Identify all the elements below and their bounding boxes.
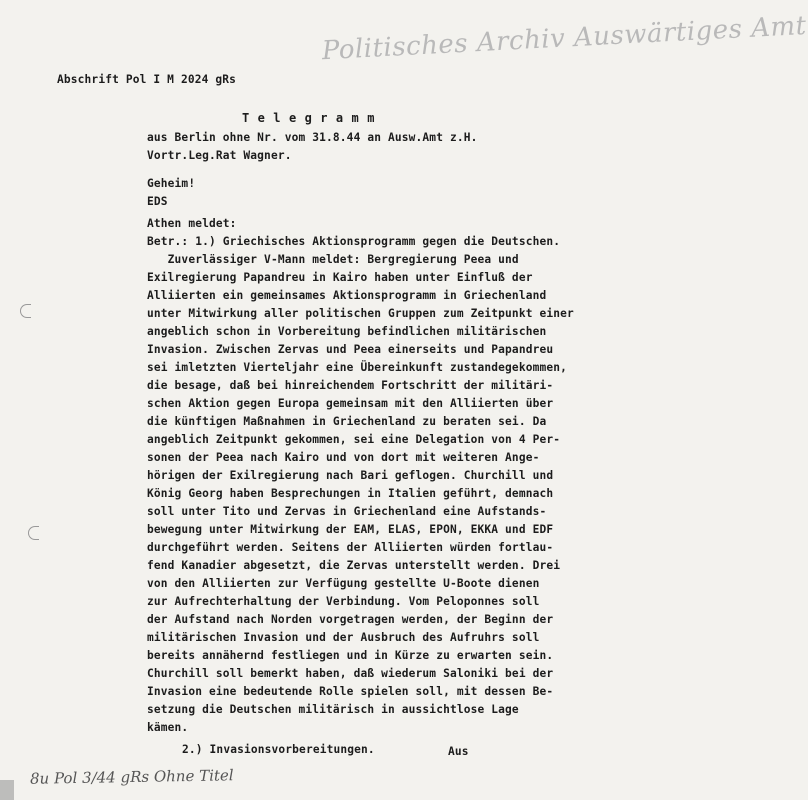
body-line: Invasion eine bedeutende Rolle spielen soll, mit dessen Be- [147, 685, 554, 698]
body-line: kämen. [147, 721, 189, 734]
handwritten-note: 8u Pol 3/44 gRs Ohne Titel [29, 766, 234, 788]
body-line: durchgeführt werden. Seitens der Alliierten würden fortlau- [147, 541, 554, 554]
body-line: bewegung unter Mitwirkung der EAM, ELAS, EPON, EKKA und EDF [147, 523, 554, 536]
body-line: Invasion. Zwischen Zervas und Peea einerseits und Papandreu [147, 343, 554, 356]
punch-hole-mark [20, 304, 31, 318]
body-line: angeblich Zeitpunkt gekommen, sei eine Delegation von 4 Per- [147, 433, 561, 446]
body-line: fend Kanadier abgesetzt, die Zervas unterstellt werden. Drei [147, 559, 561, 572]
body-line: sonen der Peea nach Kairo und von dort mit weiteren Ange- [147, 451, 540, 464]
body-line: Exilregierung Papandreu in Kairo haben unter Einfluß der [147, 271, 533, 284]
body-line: zur Aufrechterhaltung der Verbindung. Vom Peloponnes soll [147, 595, 540, 608]
classification-label: Geheim! [147, 177, 196, 190]
body-line: Churchill soll bemerkt haben, daß wiederum Saloniki bei der [147, 667, 554, 680]
body-line: König Georg haben Besprechungen in Italien geführt, demnach [147, 487, 554, 500]
body-line: soll unter Tito und Zervas in Griechenland eine Aufstands- [147, 505, 547, 518]
body-line: setzung die Deutschen militärisch in aussichtlose Lage [147, 703, 519, 716]
body-line: Alliierten ein gemeinsames Aktionsprogramm in Griechenland [147, 289, 547, 302]
body-line: unter Mitwirkung aller politischen Gruppen zum Zeitpunkt einer [147, 307, 574, 320]
body-line: der Aufstand nach Norden vorgetragen werden, der Beginn der [147, 613, 554, 626]
document-title: T e l e g r a m m [242, 111, 376, 125]
body-line: sei imletzten Vierteljahr eine Übereinkunft zustandegekommen, [147, 361, 568, 374]
intro-line: Athen meldet: [147, 217, 237, 230]
item-2-heading: 2.) Invasionsvorbereitungen. [182, 743, 375, 756]
subtitle-line-2: Vortr.Leg.Rat Wagner. [147, 149, 292, 162]
body-line: die besage, daß bei hinreichendem Fortschritt der militäri- [147, 379, 554, 392]
body-line: bereits annähernd festliegen und in Kürze zu erwarten sein. [147, 649, 554, 662]
body-line: die künftigen Maßnahmen in Griechenland zu beraten sei. Da [147, 415, 547, 428]
header-reference: Abschrift Pol I M 2024 gRs [57, 73, 237, 86]
scan-edge-mark [0, 780, 14, 800]
code-label: EDS [147, 195, 168, 208]
body-line: Zuverlässiger V-Mann meldet: Bergregierung Peea und [147, 253, 519, 266]
subtitle-line-1: aus Berlin ohne Nr. vom 31.8.44 an Ausw.Amt z.H. [147, 131, 478, 144]
archive-stamp: Politisches Archiv Auswärtiges Amt [321, 10, 808, 67]
body-line: militärischen Invasion und der Ausbruch des Aufruhrs soll [147, 631, 540, 644]
body-line: schen Aktion gegen Europa gemeinsam mit den Alliierten über [147, 397, 554, 410]
body-line: hörigen der Exilregierung nach Bari geflogen. Churchill und [147, 469, 554, 482]
body-line: Betr.: 1.) Griechisches Aktionsprogramm gegen die Deutschen. [147, 235, 561, 248]
punch-hole-mark [28, 526, 39, 540]
body-line: angeblich schon in Vorbereitung befindlichen militärischen [147, 325, 547, 338]
body-line: von den Alliierten zur Verfügung gestellte U-Boote dienen [147, 577, 540, 590]
catchword: Aus [448, 745, 469, 758]
